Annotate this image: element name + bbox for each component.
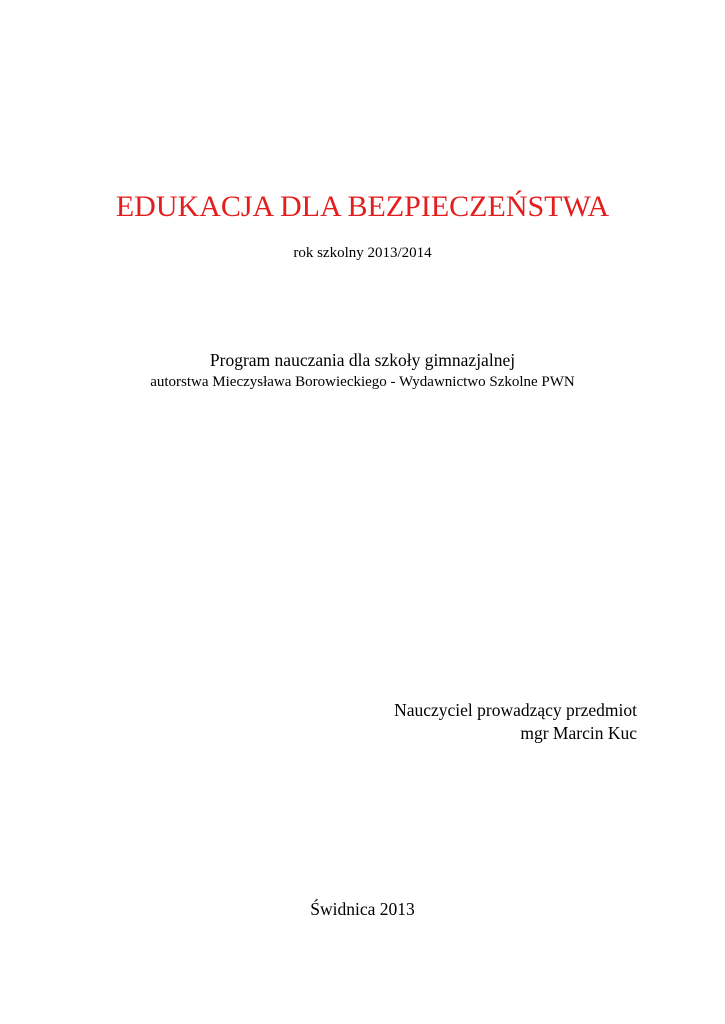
program-authors: autorstwa Mieczysława Borowieckiego - Wydawnictwo Szkolne PWN <box>150 374 575 390</box>
program-title: Program nauczania dla szkoły gimnazjalnej <box>209 350 516 370</box>
teacher-name: mgr Marcin Kuc <box>520 723 637 743</box>
teacher-role: Nauczyciel prowadzący przedmiot <box>394 700 637 720</box>
teacher-block <box>394 699 637 745</box>
document-title: EDUKACJA DLA BEZPIECZEŃSTWA <box>115 190 610 223</box>
school-year: rok szkolny 2013/2014 <box>293 245 432 261</box>
city-year: Świdnica 2013 <box>310 899 415 919</box>
